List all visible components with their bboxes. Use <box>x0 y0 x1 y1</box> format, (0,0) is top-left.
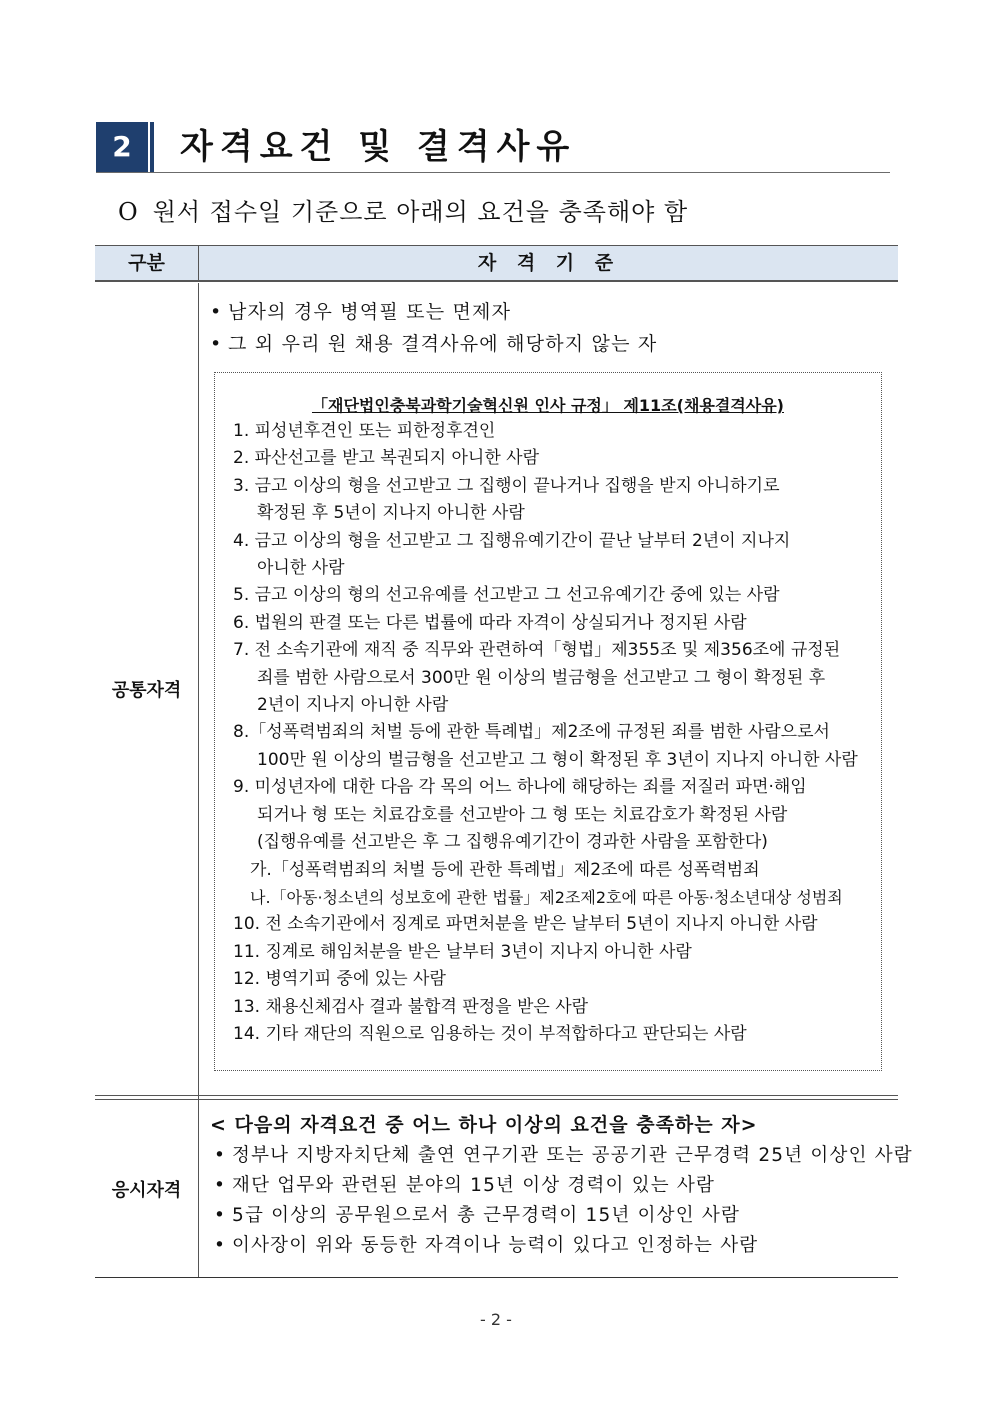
list-item: 5. 금고 이상의 형의 선고유예를 선고받고 그 선고유예기간 중에 있는 사람 <box>233 585 780 606</box>
list-item: • 이사장이 위와 동등한 자격이나 능력이 있다고 인정하는 사람 <box>214 1235 759 1256</box>
table-bottom-border <box>95 1277 898 1278</box>
list-item: 3. 금고 이상의 형을 선고받고 그 집행이 끝나거나 집행을 받지 아니하기로 <box>233 475 780 496</box>
section-title: 자격요건 및 결격사유 <box>180 127 577 167</box>
eligibility-bullets <box>214 1141 913 1261</box>
list-item: • 재단 업무와 관련된 분야의 15년 이상 경력이 있는 사람 <box>214 1175 716 1196</box>
eligibility-heading: < 다음의 자격요건 중 어느 하나 이상의 요건을 충족하는 자> <box>210 1114 758 1136</box>
row-divider <box>95 1099 898 1100</box>
section-heading <box>96 122 890 173</box>
list-item: 14. 기타 재단의 직원으로 임용하는 것이 부적합하다고 판단되는 사람 <box>233 1023 747 1044</box>
list-item: • 남자의 경우 병역필 또는 면제자 <box>210 301 512 323</box>
list-item-continuation: (집행유예를 선고받은 후 그 집행유예기간이 경과한 사람을 포함한다) <box>257 832 768 853</box>
table-header-row <box>95 245 898 281</box>
disqualification-list <box>233 418 873 1048</box>
row-divider <box>95 1095 898 1096</box>
list-item-continuation: 확정된 후 5년이 지나지 아니한 사람 <box>257 503 525 524</box>
list-subitem: 가.「성폭력범죄의 처벌 등에 관한 특례법」제2조에 따른 성폭력범죄 <box>250 859 760 880</box>
list-item-continuation: 죄를 범한 사람으로서 300만 원 이상의 벌금형을 선고받고 그 형이 확정된 후 <box>257 667 826 688</box>
list-item: 13. 채용신체검사 결과 불합격 판정을 받은 사람 <box>233 996 589 1017</box>
list-item: 7. 전 소속기관에 재직 중 직무와 관련하여「형법」제355조 및 제356조에 규정된 <box>233 640 841 661</box>
list-item-continuation: 2년이 지나지 아니한 사람 <box>257 695 449 716</box>
page-number: - 2 - <box>480 1310 512 1329</box>
list-item: 2. 파산선고를 받고 복권되지 아니한 사람 <box>233 448 539 469</box>
disqualification-box <box>214 372 882 1071</box>
list-item: • 5급 이상의 공무원으로서 총 근무경력이 15년 이상인 사람 <box>214 1205 741 1226</box>
header-category: 구분 <box>128 252 165 274</box>
list-item: 1. 피성년후견인 또는 피한정후견인 <box>233 421 496 441</box>
common-bullets <box>210 296 657 360</box>
column-divider <box>198 283 199 1278</box>
list-item-continuation: 되거나 형 또는 치료감호를 선고받아 그 형 또는 치료감호가 확정된 사람 <box>257 804 788 825</box>
intro-marker: O <box>118 198 139 226</box>
section-number: 2 <box>96 122 148 172</box>
category-eligibility: 응시자격 <box>111 1180 182 1201</box>
regulation-title: 「재단법인충북과학기술혁신원 인사 규정」 제11조(채용결격사유) <box>311 396 784 415</box>
list-item: 10. 전 소속기관에서 징계로 파면처분을 받은 날부터 5년이 지나지 아니한 사람 <box>233 914 818 935</box>
list-item-continuation: 아니한 사람 <box>257 558 345 579</box>
header-double-line <box>95 281 898 282</box>
list-item: 9. 미성년자에 대한 다음 각 목의 어느 하나에 해당하는 죄를 저질러 파면·해임 <box>233 777 807 798</box>
list-item: 12. 병역기피 중에 있는 사람 <box>233 969 446 990</box>
intro-text: 원서 접수일 기준으로 아래의 요건을 충족해야 함 <box>152 198 689 226</box>
header-criteria: 자 격 기 준 <box>198 246 899 280</box>
list-item: • 그 외 우리 원 채용 결격사유에 해당하지 않는 자 <box>210 333 658 355</box>
category-common: 공통자격 <box>111 680 182 701</box>
list-item: 4. 금고 이상의 형을 선고받고 그 집행유예기간이 끝난 날부터 2년이 지나지 <box>233 530 791 551</box>
list-item-continuation: 100만 원 이상의 벌금형을 선고받고 그 형이 확정된 후 3년이 지나지 아니한 사람 <box>257 749 858 770</box>
list-item: 11. 징계로 해임처분을 받은 날부터 3년이 지나지 아니한 사람 <box>233 941 692 962</box>
list-item: • 정부나 지방자치단체 출연 연구기관 또는 공공기관 근무경력 25년 이상인 사람 <box>214 1145 913 1166</box>
list-item: 6. 법원의 판결 또는 다른 법률에 따라 자격이 상실되거나 정지된 사람 <box>233 612 747 633</box>
list-subitem: 나.「아동·청소년의 성보호에 관한 법률」제2조제2호에 따른 아동·청소년대상 성범죄 <box>250 887 843 907</box>
intro-line <box>118 192 688 227</box>
list-item: 8.「성폭력범죄의 처벌 등에 관한 특례법」제2조에 규정된 죄를 범한 사람으로서 <box>233 722 830 743</box>
